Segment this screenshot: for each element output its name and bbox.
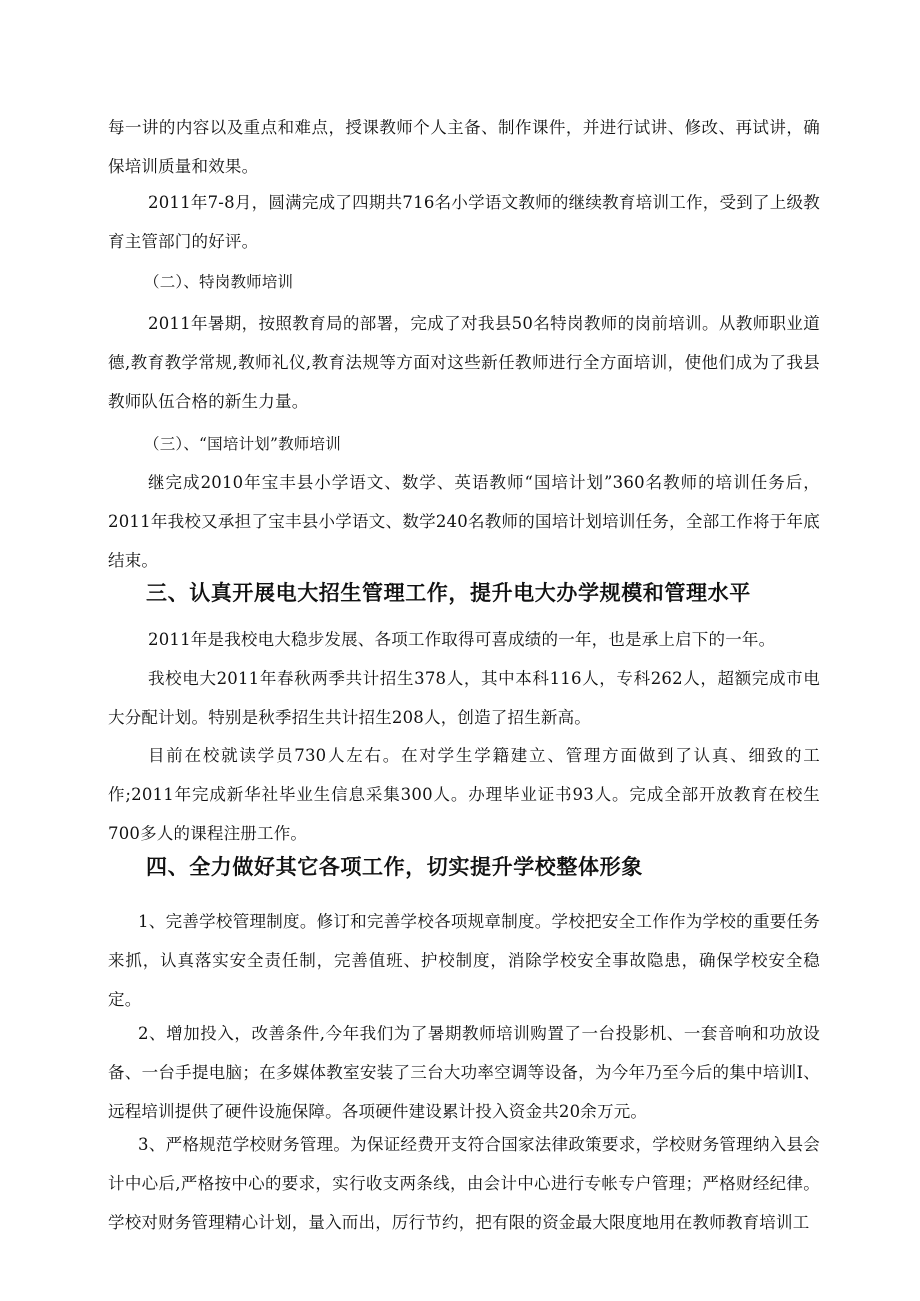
subheading-national-training: （三）、“国培计划”教师培训 — [144, 435, 341, 453]
paragraph-management-system: 1、完善学校管理制度。修订和完善学校各项规章制度。学校把安全工作作为学校的重要任务来抓，认真落实安全责任制，完善值班、护校制度，消除学校安全事故隐患，确保学校安全稳定。 — [108, 912, 820, 1009]
paragraph-tvu-2011: 2011年是我校电大稳步发展、各项工作取得可喜成绩的一年，也是承上启下的一年。 — [148, 630, 776, 649]
paragraph-summer-training: 2011年7-8月，圆满完成了四期共716名小学语文教师的继续教育培训工作，受到了上级教育主管部门的好评。 — [108, 193, 820, 251]
paragraph-lesson-prep: 每一讲的内容以及重点和难点，授课教师个人主备、制作课件，并进行试讲、修改、再试讲，确保培训质量和效果。 — [108, 118, 820, 176]
paragraph-national-training: 继完成2010年宝丰县小学语文、数学、英语教师“国培计划”360名教师的培训任务后，2011年我校又承担了宝丰县小学语文、数学240名教师的国培计划培训任务，全部工作将于年底结束。 — [108, 473, 820, 570]
paragraph-special-post-teachers: 2011年暑期，按照教育局的部署，完成了对我县50名特岗教师的岗前培训。从教师职业道德,教育教学常规,教师礼仪,教育法规等方面对这些新任教师进行全方面培训，使他们成为了我县教师队伍合格的新生力量。 — [108, 314, 820, 411]
section-heading-3: 三、认真开展电大招生管理工作，提升电大办学规模和管理水平 — [146, 580, 751, 605]
paragraph-finance: 3、严格规范学校财务管理。为保证经费开支符合国家法律政策要求，学校财务管理纳入县会计中心后,严格按中心的要求，实行收支两条线，由会计中心进行专帐专户管理；严格财经纪律。学校对财务管理精心计划，量入而出，厉行节约，把有限的资金最大限度地用在教师教育培训工 — [108, 1135, 820, 1232]
paragraph-investment: 2、增加投入，改善条件,今年我们为了暑期教师培训购置了一台投影机、一套音响和功放设备、一台手提电脑；在多媒体教室安装了三台大功率空调等设备，为今年乃至今后的集中培训I、远程培训提供了硬件设施保障。各项硬件建设累计投入资金共20余万元。 — [108, 1024, 820, 1121]
subheading-special-post-training: （二）、特岗教师培训 — [144, 273, 294, 291]
paragraph-current-students: 目前在校就读学员730人左右。在对学生学籍建立、管理方面做到了认真、细致的工作;2011年完成新华社毕业生信息采集300人。办理毕业证书93人。完成全部开放教育在校生700多人的课程注册工作。 — [108, 746, 820, 843]
section-heading-4: 四、全力做好其它各项工作，切实提升学校整体形象 — [146, 854, 643, 879]
paragraph-enrollment: 我校电大2011年春秋两季共计招生378人，其中本科116人，专科262人，超额完成市电大分配计划。特别是秋季招生共计招生208人，创造了招生新高。 — [108, 669, 820, 727]
